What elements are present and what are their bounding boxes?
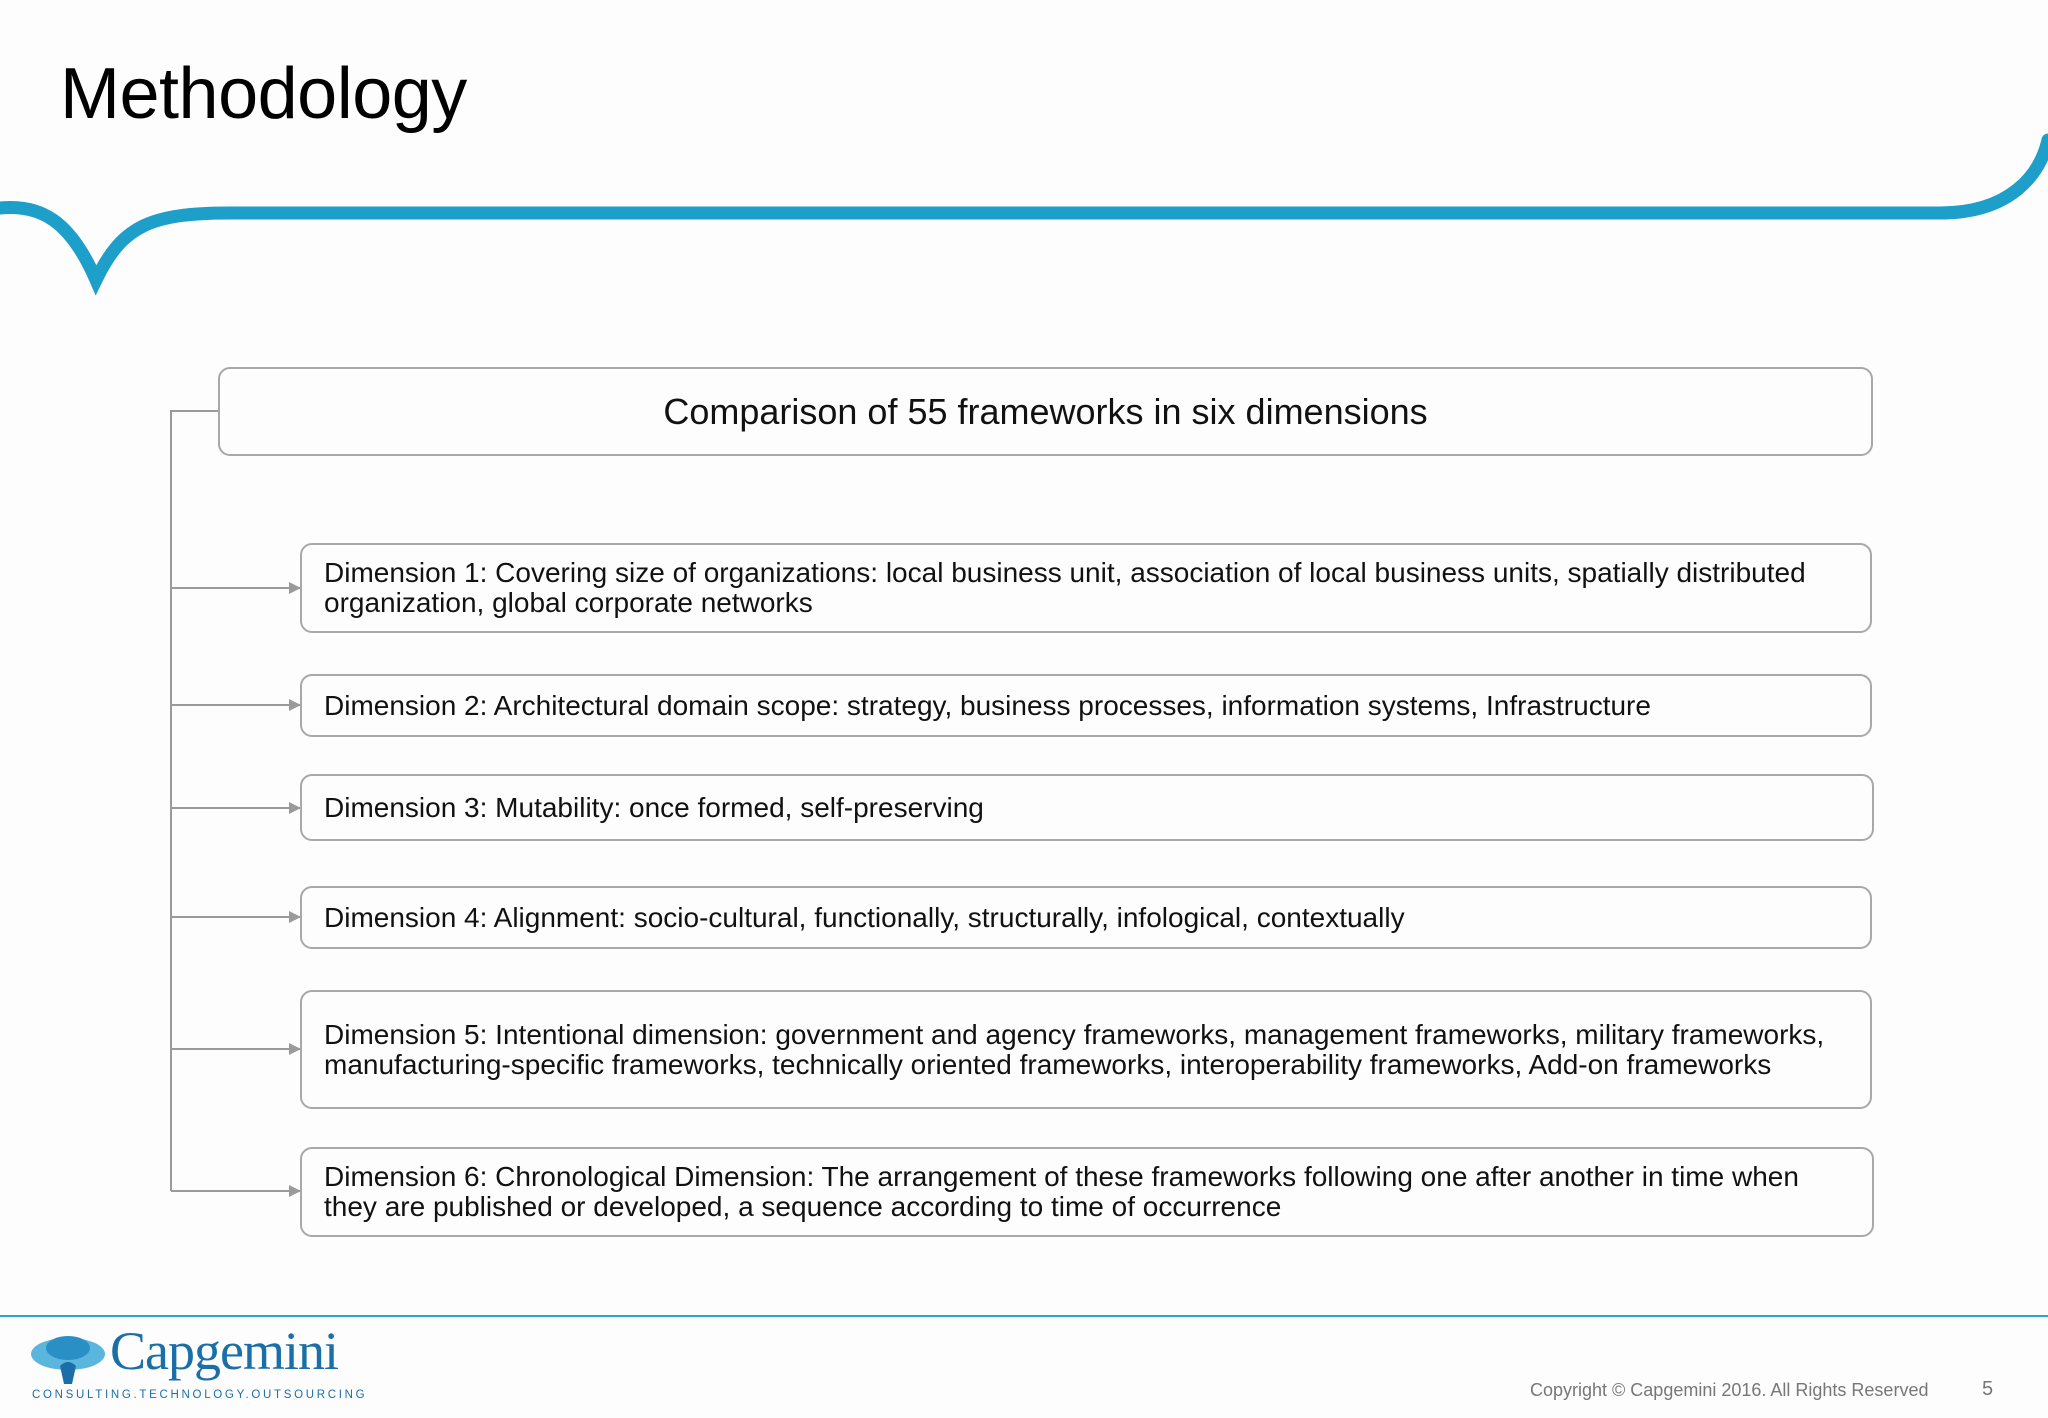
dimension-box-4 [300, 886, 1872, 949]
diagram-header-text: Comparison of 55 frameworks in six dimensions [663, 390, 1428, 432]
dimension-box-2 [300, 674, 1872, 737]
dimension-text-5: Dimension 5: Intentional dimension: government and agency frameworks, management frameworks, military frameworks, manufacturing-specific frameworks, technically oriented frameworks, interoperability frameworks, Add-on frameworks [324, 1018, 1825, 1080]
dimension-text-1: Dimension 1: Covering size of organizations: local business unit, association of local business units, spatially distributed organization, global corporate networks [324, 557, 1806, 618]
page-number: 5 [1982, 1378, 1994, 1400]
dimension-box-1 [300, 543, 1872, 633]
header-swoosh [0, 140, 2048, 280]
footer-divider [0, 1315, 2048, 1317]
dimension-box-3 [300, 774, 1874, 841]
dimension-box-5 [300, 990, 1872, 1109]
dimension-text-2: Dimension 2: Architectural domain scope: strategy, business processes, information systems, Infrastructure [324, 689, 1651, 721]
dimension-text-4: Dimension 4: Alignment: socio-cultural, functionally, structurally, infological, contextually [324, 901, 1405, 933]
dimension-text-3: Dimension 3: Mutability: once formed, self-preserving [324, 791, 984, 823]
dimension-text-6: Dimension 6: Chronological Dimension: The arrangement of these frameworks following one after another in time when they are published or developed, a sequence according to time of occurrence [324, 1161, 1799, 1222]
capgemini-logo [30, 1321, 368, 1408]
diagram-header-box [218, 367, 1873, 456]
logo-wordmark: Capgemini [110, 1321, 338, 1381]
dimension-box-6 [300, 1147, 1874, 1237]
copyright-text: Copyright © Capgemini 2016. All Rights Reserved [1530, 1380, 1929, 1400]
spade-icon [30, 1328, 106, 1388]
logo-tagline: CONSULTING.TECHNOLOGY.OUTSOURCING [32, 1389, 368, 1401]
slide-title: Methodology [60, 54, 467, 134]
